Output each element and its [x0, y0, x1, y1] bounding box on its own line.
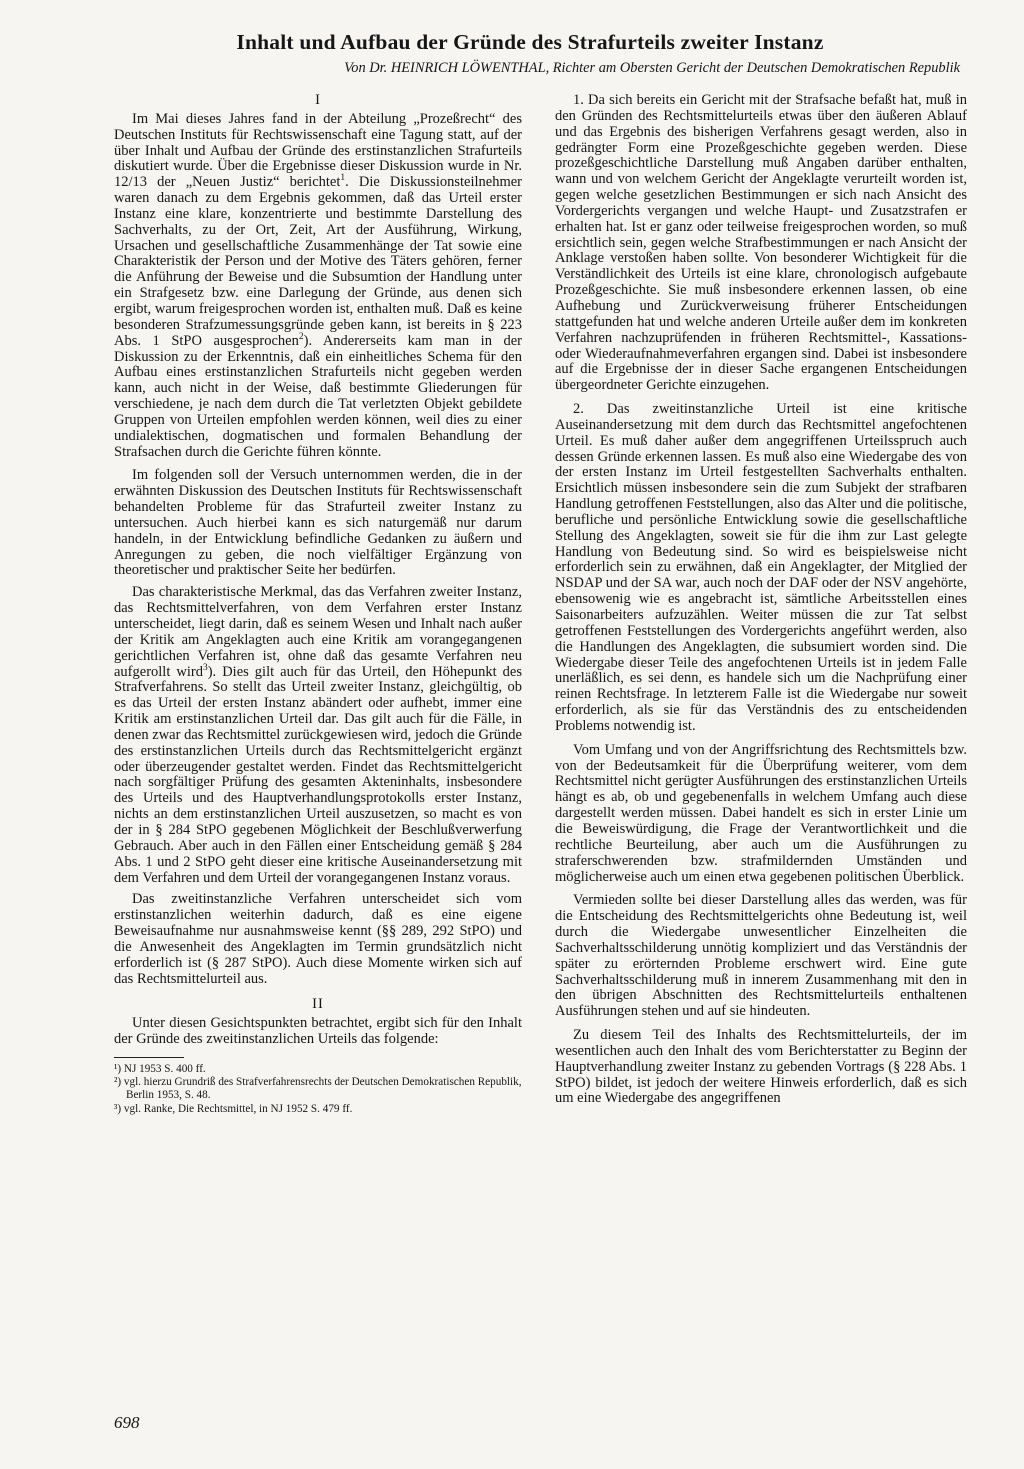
section-heading-1: I — [315, 92, 321, 108]
paragraph-text: Das charakteristische Merkmal, das das Verfahren zweiter Instanz, das Rechtsmittelverfahren, von dem Verfahren erster Instanz unterscheidet, liegt darin, daß es seinem Wesen und Inhalt nach außer der Kritik am Angeklagten auch eine Kritik am vorangegangenen gerichtlichen Verfahren ist, ohne daß das gesamte Verfahren neu aufgerollt wird — [114, 584, 522, 680]
paragraph: Zu diesem Teil des Inhalts des Rechtsmittelurteils, der im wesentlichen auch den Inhalt des vom Berichterstatter zu Beginn der Hauptverhandlung zweiter Instanz zu gebenden Vortrags (§ 228 Abs. 1 StPO) bildet, ist jedoch der weitere Hinweis erforderlich, daß es sich um eine Wiedergabe des angegriffenen — [555, 1027, 967, 1107]
footnote-ref: 3 — [202, 662, 208, 673]
footnote: ³) vgl. Ranke, Die Rechtsmittel, in NJ 1952 S. 479 ff. — [114, 1102, 353, 1115]
footnote-ref: 1 — [340, 173, 346, 184]
paragraph-text: ). Andererseits kam man in der Diskussion zu der Erkenntnis, daß ein einheitliches Schema für den Aufbau eines erstinstanzlichen Strafurteils nicht gegeben werden kann, auch nicht in der Weise, daß bestimmte Gliederungen für verschiedene, je nach dem durch die Tat verletzten Objekt gebildete Gruppen von Urteilen empfohlen werden können, weil dies zu einer undialektischen, dogmatischen und formalen Behandlung der Strafsachen durch die Gerichte führen könnte. — [114, 332, 523, 460]
paragraph: 2. Das zweitinstanzliche Urteil ist eine kritische Auseinandersetzung mit dem durch das Rechtsmittel angefochtenen Urteil. Es muß daher außer dem angegriffenen Urteilsspruch auch dessen Gründe erkennen lassen. Es muß also eine Wiedergabe des von der ersten Instanz im Urteil festgestellten Sachverhalts enthalten. Ersichtlich müssen insbesondere sein die zum Subjekt der strafbaren Handlung getroffenen Feststellungen, also das Alter und die politische, berufliche und persönliche Entwicklung sowie die gesellschaftliche Stellung des Angeklagten, soweit sie für die ihm zur Last gelegte Handlung von Bedeutung sind. So wird es beispielsweise nicht erforderlich sein zu erwähnen, daß ein Angeklagter, der Mitglied der NSDAP und der SA war, auch noch der DAF oder der NSV angehörte, ebensowenig wie es angebracht ist, sämtliche Arbeitsstellen eines Saisonarbeiters aufzuzählen. Weiter müssen die zur Tat selbst getroffenen Feststellungen des Vordergerichts angeführt werden, also die Handlungen des Angeklagten, die subsumiert worden sind. Die Wiedergabe dieser Teile des angefochtenen Urteils ist in jedem Falle unerläßlich, es sei denn, es handele sich um die Nachprüfung einer reinen Rechtsfrage. In letzterem Falle ist die Wiedergabe nur soweit erforderlich, als sie für das Verständnis des zu entscheidenden Problems notwendig ist. — [555, 401, 967, 734]
footnote-divider — [114, 1057, 184, 1058]
left-column — [114, 93, 522, 1116]
footnote-ref: 2 — [298, 331, 304, 342]
paragraph-text: Im Mai dieses Jahres fand in der Abteilung „Prozeßrecht“ des Deutschen Instituts für Rechtswissenschaft eine Tagung statt, auf der über Inhalt und Aufbau der Gründe des erstinstanzlichen Strafurteils diskutiert wurde. Über die Ergebnisse dieser Diskussion wurde in Nr. 12/13 der „Neuen Justiz“ berichtet — [114, 110, 522, 191]
paragraph: Unter diesen Gesichtspunkten betrachtet, ergibt sich für den Inhalt der Gründe des zweitinstanzlichen Urteils das folgende: — [114, 1015, 522, 1048]
article-byline: Von Dr. HEINRICH LÖWENTHAL, Richter am Obersten Gericht der Deutschen Demokratischen Republik — [344, 60, 960, 76]
right-column — [555, 93, 967, 1113]
footnote: ²) vgl. hierzu Grundriß des Strafverfahrensrechts der Deutschen Demokratischen Republik, Berlin 1953, S. 48. — [114, 1076, 522, 1102]
section-heading-2: II — [312, 996, 324, 1013]
paragraph: Vermieden sollte bei dieser Darstellung alles das werden, was für die Entscheidung des Rechtsmittelgerichts ohne Bedeutung ist, weil durch die Wiedergabe unwesentlicher Einzelheiten die Sachverhaltsschilderung unnötig kompliziert und das Verständnis der später zu erörternden Probleme erschwert wird. Eine gute Sachverhaltsschilderung muß in innerem Zusammenhang mit den in den übrigen Abschnitten des Rechtsmittelurteils enthaltenen Ausführungen stehen und auf sie hindeuten. — [555, 892, 967, 1020]
paragraph — [114, 112, 522, 461]
paragraph-text: ). Dies gilt auch für das Urteil, den Höhepunkt des Strafverfahrens. So stellt das Urteil zweiter Instanz, gleichgültig, ob es das Urteil der ersten Instanz abändert oder aufhebt, immer eine Kritik am erstinstanzlichen Urteil dar. Das gilt auch für die Fälle, in denen zwar das Rechtsmittel zurückgewiesen wird, jedoch die Gründe des erstinstanzlichen Urteils durch das Rechtsmittelgericht ergänzt oder überzeugender gestaltet werden. Findet das Rechtsmittelgericht nach sorgfältiger Prüfung des gesamten Akteninhalts, insbesondere des Urteils und des Hauptverhandlungsprotokolls erster Instanz, nichts an dem erstinstanzlichen Urteil auszusetzen, so macht es von der in § 284 StPO gegebenen Möglichkeit der Beschlußverwerfung Gebrauch. Aber auch in den Fällen einer Entscheidung gemäß § 284 Abs. 1 und 2 StPO geht dieser eine kritische Auseinandersetzung mit dem Verfahren und dem Urteil der vorangegangenen Instanz voraus. — [114, 663, 522, 886]
paragraph-text: . Die Diskussionsteilnehmer waren danach zu dem Ergebnis gekommen, daß das Urteil erster Instanz eine klare, konzentrierte und bestimmte Darstellung des Sachverhalts, zu der Ort, Zeit, Art der Ausführung, Wirkung, Ursachen und gesellschaftliche Zusammenhänge der Tat sowie eine Charakteristik der Person und der Motive des Täters gehören, ferner die Anführung der Beweise und die Subsumtion der Handlung unter ein Strafgesetz bzw. eine Darlegung der Gründe, aus denen sich ergibt, warum freigesprochen worden ist, enthalten muß. Daß es keine besonderen Strafzumessungsgründe geben kann, ist bereits in § 223 Abs. 1 StPO ausgesprochen — [114, 174, 522, 349]
paragraph: Im folgenden soll der Versuch unternommen werden, die in der erwähnten Diskussion des Deutschen Instituts für Rechtswissenschaft behandelten Probleme für das Strafurteil zweiter Instanz zu untersuchen. Auch hierbei kann es sich naturgemäß nur darum handeln, in der Entwicklung befindliche Gedanken zu äußern und Anregungen zu geben, die noch vielfältiger Ergänzung von theoretischer und praktischer Seite her bedürfen. — [114, 467, 522, 579]
article-title: Inhalt und Aufbau der Gründe des Strafurteils zweiter Instanz — [236, 30, 824, 54]
footnote: ¹) NJ 1953 S. 400 ff. — [114, 1062, 206, 1075]
footnotes — [114, 1063, 522, 1116]
paragraph: Vom Umfang und von der Angriffsrichtung des Rechtsmittels bzw. von der Bedeutsamkeit für die Überprüfung weiterer, vom dem Rechtsmittel nicht gerügter Ausführungen des erstinstanzlichen Urteils hängt es ab, ob und gegebenenfalls in welchem Umfang auch diese dargestellt werden müssen. Dabei handelt es sich in erster Linie um die Beweiswürdigung, die Frage der Verantwortlichkeit und die rechtliche Beurteilung, aber auch um die Ausführungen zu straferschwerenden bzw. strafmildernden Umständen und möglicherweise auch um einen etwa gegebenen politischen Überblick. — [555, 741, 967, 885]
page-number: 698 — [114, 1413, 140, 1432]
paragraph — [114, 585, 522, 886]
paragraph: Das zweitinstanzliche Verfahren unterscheidet sich vom erstinstanzlichen weiterhin dadurch, daß es eine eigene Beweisaufnahme nur ausnahmsweise kennt (§§ 289, 292 StPO) und die Anwesenheit des Angeklagten im Termin grundsätzlich nicht erforderlich ist (§ 287 StPO). Auch diese Momente wirken sich auf das Rechtsmittelurteil aus. — [114, 891, 522, 987]
paragraph: 1. Da sich bereits ein Gericht mit der Strafsache befaßt hat, muß in den Gründen des Rechtsmittelurteils etwas über den äußeren Ablauf und das Ergebnis des bisherigen Verfahrens gesagt werden, also in gedrängter Form eine Prozeßgeschichte gegeben werden. Diese prozeßgeschichtliche Darstellung muß Angaben darüber enthalten, wann und von welchem Gericht der Angeklagte verurteilt worden ist, gegen welche gesetzlichen Bestimmungen er sich nach Ansicht des Vordergerichts vergangen und welche Haupt- und Zusatzstrafen er erhalten hat. Ist er ganz oder teilweise freigesprochen worden, so muß ersichtlich sein, gegen welche Strafbestimmungen er nach Ansicht der Anklage verstoßen haben sollte. Von besonderer Wichtigkeit für die Verständlichkeit des Urteils ist eine klare, chronologisch aufgebaute Prozeßgeschichte. Sie muß insbesondere erkennen lassen, ob eine Aufhebung und Zurückverweisung früherer Entscheidungen stattgefunden hat und welche anderen Urteile außer dem im konkreten Verfahren nachzuprüfenden in früheren Rechtsmittel-, Kassations- oder Wiederaufnahmeverfahren ergangen sind. Dabei ist insbesondere auf die Ergebnisse der in dieser Sache ergangenen Entscheidungen übergeordneter Gerichte einzugehen. — [555, 92, 967, 394]
